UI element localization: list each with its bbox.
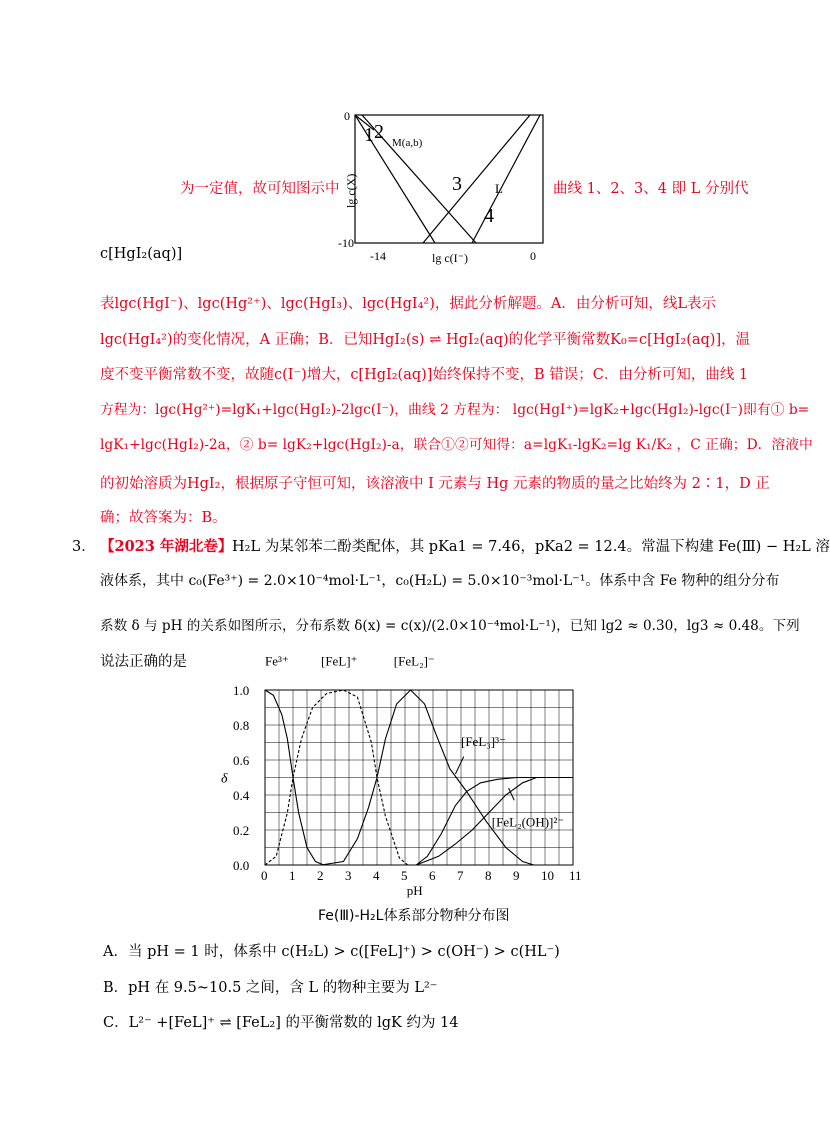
fig1-x-right: 0 bbox=[530, 249, 536, 263]
series-label-4: [FeL₂(OH)]²⁻ bbox=[491, 814, 565, 830]
c-hgi2-expression: c[HgI₂(aq)] bbox=[100, 246, 183, 262]
option-a: A．当 pH = 1 时，体系中 c(H₂L) > c([FeL]⁺) > c(OH⁻) > c(HL⁻) bbox=[103, 944, 560, 960]
x-tick-label: 10 bbox=[541, 868, 554, 883]
x-tick-label: 7 bbox=[457, 868, 464, 883]
question-line-2: 液体系，其中 c₀(Fe³⁺) = 2.0×10⁻⁴mol·L⁻¹，c₀(H₂L) = 5.0×10⁻³mol·L⁻¹。体系中含 Fe 物种的组分分布 bbox=[100, 573, 780, 589]
x-tick-label: 2 bbox=[317, 868, 324, 883]
y-tick-label: 1.0 bbox=[233, 683, 250, 698]
fig1-y-bottom: -10 bbox=[338, 236, 354, 250]
para-line-2: lgc(HgI₄²)的变化情况，A 正确；B．已知HgI₂(s) ⇌ HgI₂(aq)的化学平衡常数K₀=c[HgI₂(aq)]，温 bbox=[100, 332, 751, 348]
y-tick-label: 0.4 bbox=[233, 788, 250, 803]
fig1-x-left: -14 bbox=[370, 249, 386, 263]
x-tick-label: 5 bbox=[401, 868, 408, 883]
fig1-ylabel: lg c(X) bbox=[344, 173, 358, 208]
para-line-5: lgK₁+lgc(HgI₂)-2a，② b= lgK₂+lgc(HgI₂)-a，联合①②可知得：a=lgK₁-lgK₂=lg K₁/K₂ ，C 正确；D．溶液中 bbox=[100, 437, 813, 453]
y-tick-label: 0.6 bbox=[233, 753, 250, 768]
x-tick-label: 8 bbox=[485, 868, 492, 883]
series-label-0: Fe³⁺ bbox=[265, 653, 289, 669]
para-line-4: 方程为：lgc(Hg²⁺)=lgK₁+lgc(HgI₂)-2lgc(I⁻)，曲线 2 方程为： lgc(HgI⁺)=lgK₂+lgc(HgI₂)-lgc(I⁻)即有① b= bbox=[100, 402, 810, 418]
question-source-tag: 【2023 年湖北卷】 bbox=[100, 538, 233, 555]
para-line-7: 确；故答案为：B。 bbox=[100, 510, 227, 526]
fig1-label-2: 2 bbox=[374, 121, 384, 143]
y-tick-label: 0.8 bbox=[233, 718, 250, 733]
fig1-y-top: 0 bbox=[344, 109, 350, 123]
option-c: C．L²⁻ +[FeL]⁺ ⇌ [FeL₂] 的平衡常数的 lgK 约为 14 bbox=[103, 1015, 459, 1031]
question-line-4: 说法正确的是 bbox=[100, 654, 187, 670]
y-tick-label: 0.0 bbox=[233, 858, 250, 873]
x-tick-label: 0 bbox=[261, 868, 268, 883]
distribution-chart bbox=[215, 653, 600, 903]
para-line-6: 的初始溶质为HgI₂，根据原子守恒可知，该溶液中 I 元素与 Hg 元素的物质的量之比始终为 2∶1，D 正 bbox=[100, 476, 770, 492]
para-line-3: 度不变平衡常数不变，故随c(I⁻)增大，c[HgI₂(aq)]始终保持不变，B 错误；C．由分析可知，曲线 1 bbox=[100, 367, 749, 383]
series-label-2: [FeL₂]⁻ bbox=[393, 653, 435, 669]
question-number: 3． bbox=[72, 539, 96, 555]
fig1-label-4: 4 bbox=[484, 205, 494, 227]
x-tick-label: 4 bbox=[373, 868, 380, 883]
arrow-feL3 bbox=[455, 757, 463, 775]
top-right-text: 曲线 1、2、3、4 即 L 分别代 bbox=[553, 181, 749, 197]
series-label-3: [FeL₃]³⁻ bbox=[461, 734, 506, 749]
fig1-label-1: 1 bbox=[364, 124, 374, 146]
question-line-1: H₂L 为某邻苯二酚类配体，其 pKa1 = 7.46，pKa2 = 12.4。常温下构建 Fe(Ⅲ) − H₂L 溶 bbox=[232, 539, 830, 555]
y-axis-label: δ bbox=[221, 771, 228, 787]
fig1-label-M: M(a,b) bbox=[392, 137, 423, 149]
option-b: B．pH 在 9.5~10.5 之间，含 L 的物种主要为 L²⁻ bbox=[103, 980, 438, 996]
chart-caption: Fe(Ⅲ)-H₂L体系部分物种分布图 bbox=[318, 908, 510, 924]
x-tick-label: 11 bbox=[569, 868, 582, 883]
y-tick-label: 0.2 bbox=[233, 823, 250, 838]
x-tick-label: 6 bbox=[429, 868, 436, 883]
x-tick-label: 9 bbox=[513, 868, 520, 883]
x-axis-label: pH bbox=[406, 883, 423, 898]
para-line-1: 表lgc(HgI⁻)、lgc(Hg²⁺)、lgc(HgI₃)、lgc(HgI₄²)，据此分析解题。A．由分析可知，线L表示 bbox=[100, 296, 716, 312]
x-tick-label: 3 bbox=[345, 868, 352, 883]
top-left-text: 为一定值，故可知图示中 bbox=[180, 181, 340, 197]
x-tick-label: 1 bbox=[289, 868, 296, 883]
fig1-label-L: L bbox=[495, 181, 503, 196]
series-label-1: [FeL]⁺ bbox=[321, 653, 358, 669]
fig1-label-3: 3 bbox=[452, 173, 462, 195]
figure-lgc-plot bbox=[340, 100, 555, 270]
fig1-xlabel: lg c(I⁻) bbox=[432, 251, 468, 265]
question-line-3: 系数 δ 与 pH 的关系如图所示，分布系数 δ(x) = c(x)/(2.0×10⁻⁴mol·L⁻¹)，已知 lg2 ≈ 0.30，lg3 ≈ 0.48。下列 bbox=[100, 618, 800, 634]
